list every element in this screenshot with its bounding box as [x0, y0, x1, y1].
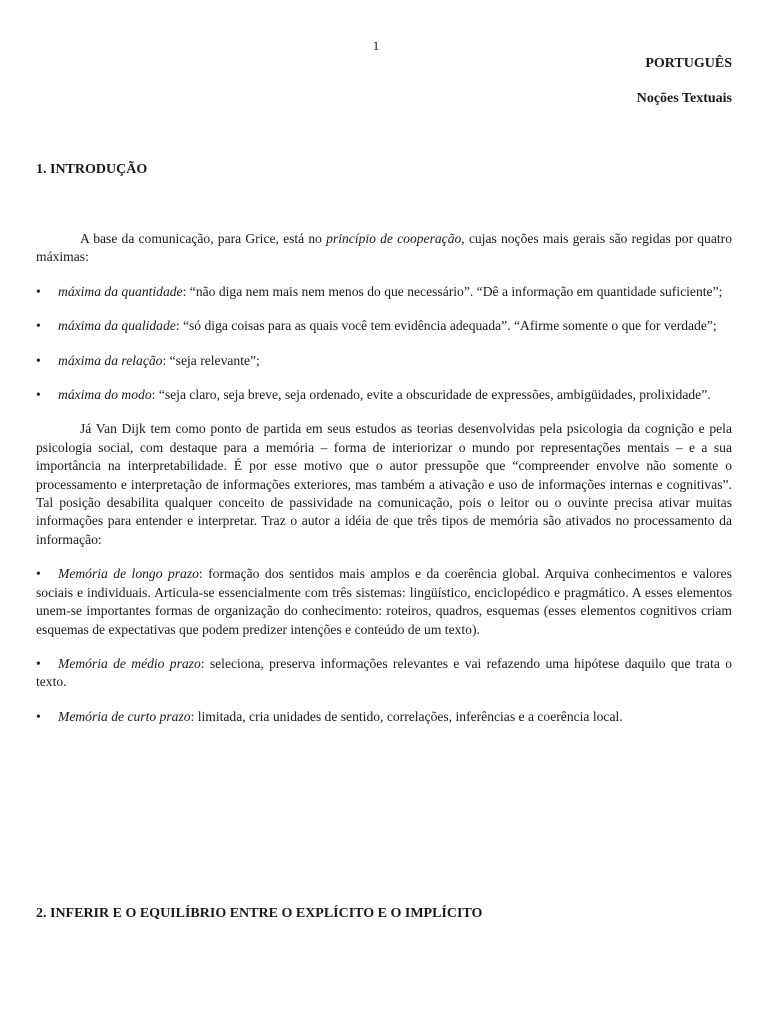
section-title-inferir: 2. INFERIR E O EQUILÍBRIO ENTRE O EXPLÍCITO E O IMPLÍCITO [36, 906, 483, 921]
header-subject: PORTUGUÊS [645, 56, 732, 71]
bullet-icon: • [36, 655, 41, 671]
list-item-memory [36, 565, 732, 639]
document-body [36, 230, 732, 742]
list-item-maxim [36, 386, 732, 404]
vandijk-paragraph: Já Van Dijk tem como ponto de partida em seus estudos as teorias desenvolvidas pela psicologia da cognição e pela psicologia social, com destaque para a memória – forma de interiorizar o mundo por representações mentais – e a sua importância na interpretabilidade. É por esse motivo que o autor pressupõe que “compreender envolve não somente o processamento e interpretação de informações exteriores, mas também a ativação e uso de informações internas e cognitivas”. Tal posição desabilita qualquer conceito de passividade na comunicação, pois o leitor ou o ouvinte precisa ativar muitas informações para entender e interpretar. Traz o autor a idéia de que três tipos de memória são ativados no processamento da informação: [36, 421, 732, 547]
intro-emphasis: princípio de cooperação [326, 231, 462, 246]
intro-text-start: A base da comunicação, para Grice, está no [80, 231, 327, 246]
maxim-text: : “só diga coisas para as quais você tem evidência adequada”. “Afirme somente o que for verdade”; [175, 318, 717, 334]
list-item-memory [36, 708, 732, 726]
section-title-introduction: 1. INTRODUÇÃO [36, 162, 148, 177]
list-item-maxim [36, 283, 732, 301]
list-item-maxim [36, 317, 732, 335]
maxim-term: máxima da qualidade [58, 318, 176, 334]
memory-text: : limitada, cria unidades de sentido, correlações, inferências e a coerência local. [190, 708, 623, 724]
memory-term: Memória de médio prazo [58, 655, 201, 671]
memory-text: : formação dos sentidos mais amplos e da coerência global. Arquiva conhecimentos e valores sociais e individuais. Articula-se essencialmente com três sistemas: lingüístico, enciclopédico e pragmático. A esses elementos unem-se importantes formas de organização do conhecimento: roteiros, quadros, esquemas (esses elementos cognitivos criam esquemas de expectativas que podem predizer intenções e conteúdo de um texto). [36, 566, 733, 637]
bullet-icon: • [36, 318, 41, 334]
bullet-icon: • [36, 283, 41, 299]
bullet-icon: • [36, 566, 41, 582]
bullet-icon: • [36, 708, 41, 724]
maxim-text: : “seja relevante”; [162, 352, 260, 368]
page-number: 1 [372, 38, 380, 53]
bullet-icon: • [36, 387, 41, 403]
intro-text-end: , cujas noções mais gerais são regidas por quatro máximas: [36, 231, 732, 265]
maxim-term: máxima do modo [58, 387, 152, 403]
intro-paragraph [36, 230, 732, 267]
maxim-text: : “seja claro, seja breve, seja ordenado, evite a obscuridade de expressões, ambigüidades, prolixidade”. [151, 387, 711, 403]
bullet-icon: • [36, 352, 41, 368]
memory-term: Memória de curto prazo [58, 708, 191, 724]
memory-term: Memória de longo prazo [58, 566, 199, 582]
header-topic: Noções Textuais [636, 91, 732, 106]
list-item-memory [36, 655, 732, 692]
memory-text: : seleciona, preserva informações relevantes e vai refazendo uma hipótese daquilo que trata o texto. [36, 655, 732, 690]
maxim-term: máxima da relação [58, 352, 163, 368]
list-item-maxim [36, 352, 732, 370]
maxim-term: máxima da quantidade [58, 283, 183, 299]
maxim-text: : “não diga nem mais nem menos do que necessário”. “Dê a informação em quantidade suficiente”; [182, 283, 723, 299]
